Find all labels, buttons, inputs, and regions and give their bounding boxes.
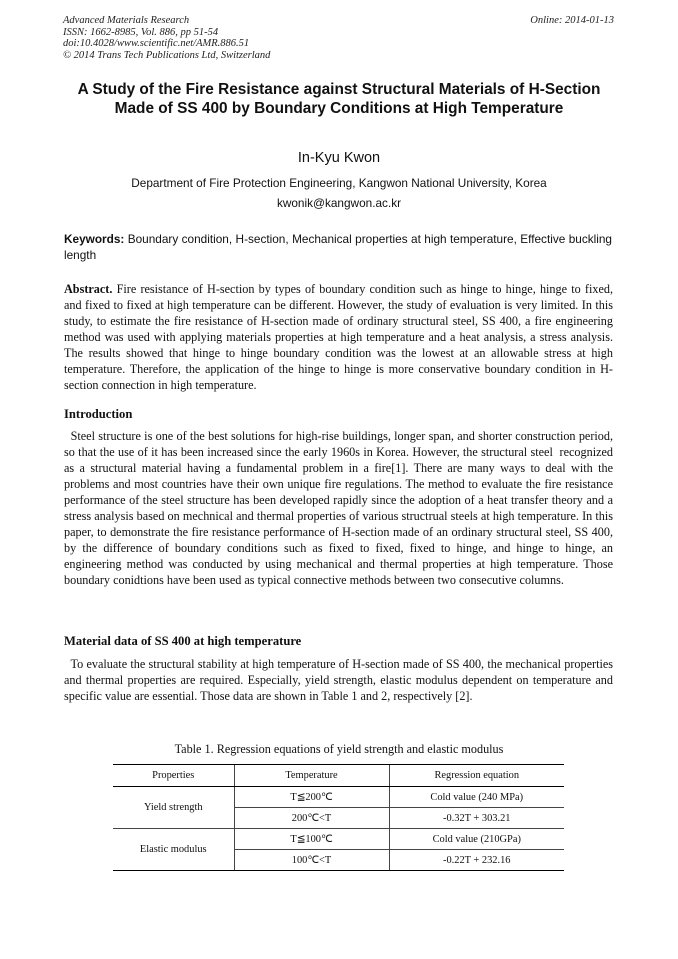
journal-meta	[63, 15, 270, 61]
introduction-heading: Introduction	[64, 407, 133, 421]
title-line-1: A Study of the Fire Resistance against Structural Materials of H-Section	[77, 81, 601, 98]
header-temperature: Temperature	[234, 765, 389, 787]
equation-cell: -0.32T + 303.21	[389, 808, 564, 829]
author-email: kwonik@kangwon.ac.kr	[276, 196, 402, 210]
keywords-text: Boundary condition, H-section, Mechanical properties at high temperature, Effective buckling length	[64, 232, 612, 262]
title-line-2: Made of SS 400 by Boundary Conditions at High Temperature	[114, 100, 564, 117]
abstract-text: Fire resistance of H-section by types of boundary condition such as hinge to hinge, hinge to fixed, and fixed to fixed at high temperature can be different. However, the study of evaluation is very limited. In this study, to estimate the fire resistance of H-section made of ordinary structural steel, SS 400, a fire engineering method was used with applying materials properties at high temperature and a heat analysis, a stress analysis. The results showed that hinge to hinge boundary condition was the lowest at an allowable stress at high temperature. Therefore, the application of the hinge to hinge is more conservative boundary condition in H-section connection in high temperature.	[64, 282, 613, 392]
abstract	[64, 281, 613, 393]
doi-line: doi:10.4028/www.scientific.net/AMR.886.51	[63, 38, 250, 50]
equation-cell: -0.22T + 232.16	[389, 850, 564, 871]
table-header-row	[113, 765, 564, 787]
introduction-text: Steel structure is one of the best solutions for high-rise buildings, longer span, and shorter construction period, so that the use of it has been increased since the early 1960s in Korea. However, the structural steel recognized as a structural material having a fundamental problem in a fire[1]. There are many ways to deal with the problems and most countries have their own unique fire regulations. The method to evaluate the fire resistance performance of the steel structure has been developed rapidly since the adoption of a heat transfer theory and a stress analysis based on mechnical and thermal properties of various structrual steels at high temperature. In this paper, to demonstrate the fire resistance performance of H-section made of an ordinary structural steel, SS 400, by the difference of boundary conditions such as fixed to fixed, fixed to hinge, and hinge to hinge, an engineering method was conducted by using mechanical and thermal properties at high temperature. Those boundary conidtions have been used as typical connective methods between two consecutive columns.	[64, 429, 617, 587]
keywords	[64, 232, 612, 263]
temperature-cell: T≦100℃	[234, 829, 389, 850]
table-caption: Table 1. Regression equations of yield strength and elastic modulus	[174, 742, 504, 756]
header-properties: Properties	[113, 765, 234, 787]
equation-cell: Cold value (240 MPa)	[389, 787, 564, 808]
temperature-cell: 200℃<T	[234, 808, 389, 829]
material-text: To evaluate the structural stability at high temperature of H-section made of SS 400, the mechanical properties and thermal properties are required. Especially, yield strength, elastic modulus dependent on temperature and specific value are essential. Those data are shown in Table 1 and 2, respectively [2].	[64, 657, 617, 703]
online-date: Online: 2014-01-13	[530, 15, 614, 26]
author-name: In-Kyu Kwon	[297, 150, 381, 166]
keywords-label: Keywords:	[64, 232, 125, 246]
temperature-cell: T≦200℃	[234, 787, 389, 808]
copyright-line: © 2014 Trans Tech Publications Ltd, Switzerland	[63, 49, 271, 61]
table-row	[113, 787, 564, 808]
author-affiliation: Department of Fire Protection Engineering, Kangwon National University, Korea	[131, 176, 547, 190]
property-cell: Yield strength	[113, 787, 234, 829]
paper-title	[50, 80, 628, 118]
equation-cell: Cold value (210GPa)	[389, 829, 564, 850]
property-cell: Elastic modulus	[113, 829, 234, 871]
regression-table	[113, 764, 564, 871]
issn-line: ISSN: 1662-8985, Vol. 886, pp 51-54	[63, 26, 219, 38]
journal-name: Advanced Materials Research	[63, 15, 190, 26]
header-regression-equation: Regression equation	[389, 765, 564, 787]
material-heading: Material data of SS 400 at high temperature	[64, 634, 302, 648]
temperature-cell: 100℃<T	[234, 850, 389, 871]
table-row	[113, 829, 564, 850]
abstract-label: Abstract.	[64, 282, 113, 296]
